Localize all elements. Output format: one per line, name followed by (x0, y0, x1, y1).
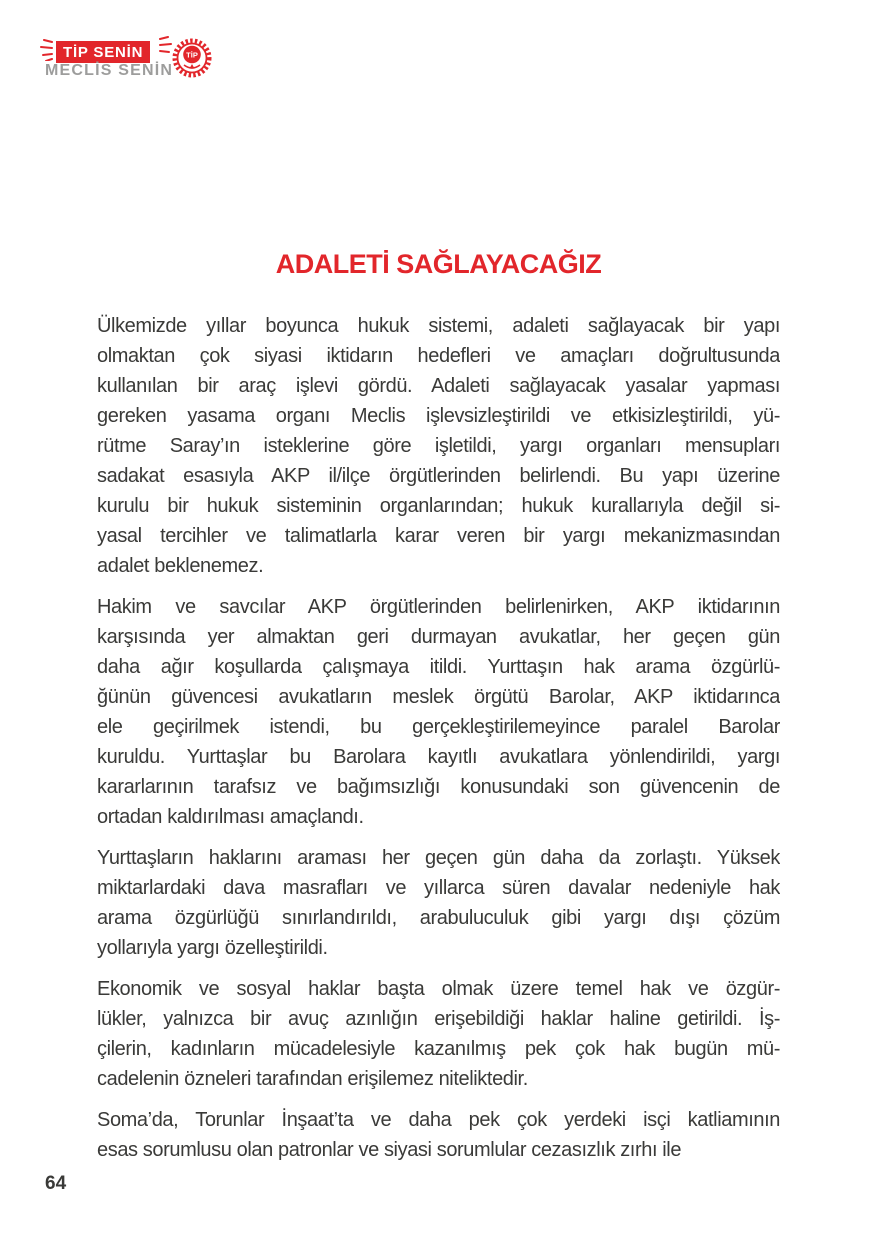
logo-primary-text: TİP SENİN (56, 41, 150, 63)
text-line: cadelenin özneleri tarafından erişilemez niteliktedir. (97, 1068, 528, 1090)
tip-party-emblem-icon (172, 37, 212, 81)
text-line: kuruldu. Yurttaşlar bu Barolara kayıtlı avukatlara yönlendirildi, yargı (97, 746, 780, 768)
tip-campaign-logo (40, 36, 210, 86)
body-text (97, 311, 780, 1176)
text-line: adalet beklenemez. (97, 555, 264, 577)
speed-lines-right-icon (158, 36, 172, 58)
text-line: daha ağır koşullarda çalışmaya itildi. Yurttaşın hak arama özgürlü- (97, 656, 780, 678)
logo-secondary-text: MECLİS SENİN (45, 62, 174, 79)
page-title: ADALETİ SAĞLAYACAĞIZ (275, 249, 602, 279)
text-line: sadakat esasıyla AKP il/ilçe örgütlerinden belirlendi. Bu yapı üzerine (97, 465, 780, 487)
text-line: lükler, yalnızca bir avuç azınlığın erişebildiği haklar haline getirildi. İş- (97, 1008, 780, 1030)
text-line: kurulu bir hukuk sisteminin organlarından; hukuk kurallarıyla değil si- (97, 495, 780, 517)
speed-lines-left-icon (40, 39, 54, 61)
text-line: ğünün güvencesi avukatların meslek örgütü Barolar, AKP iktidarınca (97, 686, 780, 708)
emblem-label: TİP (186, 50, 198, 60)
text-line: kullanılan bir araç işlevi gördü. Adaleti sağlayacak yasalar yapması (97, 375, 780, 397)
page-number: 64 (45, 1173, 67, 1194)
text-line: çilerin, kadınların mücadelesiyle kazanılmış pek çok hak bugün mü- (97, 1038, 780, 1060)
text-line: kararlarının tarafsız ve bağımsızlığı konusundaki son güvencenin de (97, 776, 780, 798)
text-line: Ülkemizde yıllar boyunca hukuk sistemi, adaleti sağlayacak bir yapı (97, 315, 780, 337)
text-line: miktarlardaki dava masrafları ve yıllarca süren davalar nedeniyle hak (97, 877, 780, 899)
text-line: Hakim ve savcılar AKP örgütlerinden belirlenirken, AKP iktidarının (97, 596, 780, 618)
paragraph (97, 1105, 780, 1165)
text-line: ele geçirilmek istendi, bu gerçekleştirilemeyince paralel Barolar (97, 716, 780, 738)
text-line: rütme Saray’ın isteklerine göre işletildi, yargı organları mensupları (97, 435, 780, 457)
text-line: yasal tercihler ve talimatlarla karar veren bir yargı mekanizmasından (97, 525, 780, 547)
paragraph (97, 974, 780, 1094)
text-line: karşısında yer almaktan geri durmayan avukatlar, her geçen gün (97, 626, 780, 648)
paragraph (97, 311, 780, 581)
paragraph (97, 592, 780, 832)
paragraph (97, 843, 780, 963)
text-line: arama özgürlüğü sınırlandırıldı, arabuluculuk gibi yargı dışı çözüm (97, 907, 780, 929)
text-line: olmaktan çok siyasi iktidarın hedefleri ve amaçları doğrultusunda (97, 345, 780, 367)
text-line: yollarıyla yargı özelleştirildi. (97, 937, 328, 959)
text-line: ortadan kaldırılması amaçlandı. (97, 806, 364, 828)
text-line: Soma’da, Torunlar İnşaat’ta ve daha pek çok yerdeki isçi katliamının (97, 1109, 780, 1131)
text-line: esas sorumlusu olan patronlar ve siyasi sorumlular cezasızlık zırhı ile (97, 1139, 682, 1161)
text-line: gereken yasama organı Meclis işlevsizleştirildi ve etkisizleştirildi, yü- (97, 405, 780, 427)
text-line: Ekonomik ve sosyal haklar başta olmak üzere temel hak ve özgür- (97, 978, 780, 1000)
text-line: Yurttaşların haklarını araması her geçen gün daha da zorlaştı. Yüksek (97, 847, 780, 869)
